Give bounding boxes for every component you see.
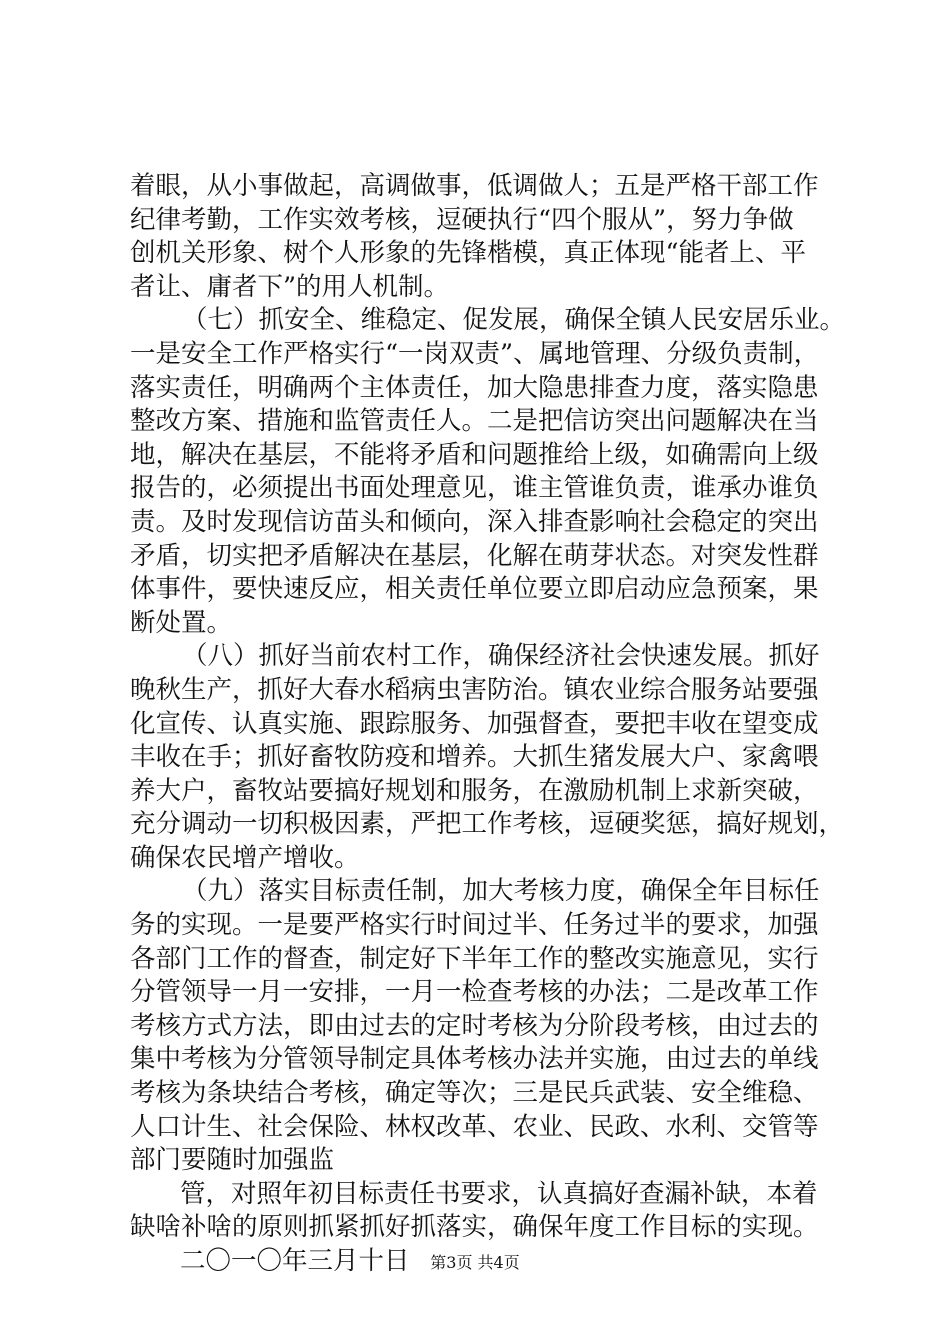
section-heading-9: （九）落实目标责任制，加大考核力度，确保全年目标任 (182, 876, 820, 907)
text-line: 者让、庸者下”的用人机制。 (130, 271, 450, 302)
text-line: 化宣传、认真实施、跟踪服务、加强督查，要把丰收在望变成 (130, 708, 819, 739)
text-line: 矛盾，切实把矛盾解决在基层，化解在萌芽状态。对突发性群 (130, 540, 819, 571)
text-line: 创机关形象、树个人形象的先锋楷模，真正体现“能者上、平 (130, 238, 807, 269)
text-line: 分管领导一月一安排，一月一检查考核的办法；二是改革工作 (130, 977, 819, 1008)
text-line: 体事件，要快速反应，相关责任单位要立即启动应急预案，果 (130, 574, 819, 605)
text-line: 各部门工作的督查，制定好下半年工作的整改实施意见，实行 (130, 943, 819, 974)
text-line: 纪律考勤，工作实效考核，逗硬执行“四个服从”，努力争做 (130, 204, 794, 235)
text-line: 报告的，必须提出书面处理意见，谁主管谁负责，谁承办谁负 (130, 473, 819, 504)
text-line: 晚秋生产，抓好大春水稻病虫害防治。镇农业综合服务站要强 (130, 674, 819, 705)
text-line: 管，对照年初目标责任书要求，认真搞好查漏补缺，本着 (180, 1178, 818, 1209)
text-line: 整改方案、措施和监管责任人。二是把信访突出问题解决在当 (130, 406, 819, 437)
text-line: 落实责任，明确两个主体责任，加大隐患排查力度，落实隐患 (130, 372, 819, 403)
text-line: 充分调动一切积极因素，严把工作考核，逗硬奖惩，搞好规划， (130, 809, 845, 840)
document-date: 二〇一〇年三月十日 (180, 1246, 410, 1276)
section-heading-7: （七）抓安全、维稳定、促发展，确保全镇人民安居乐业。 (182, 305, 846, 336)
text-line: 地，解决在基层，不能将矛盾和问题推给上级，如确需向上级 (130, 439, 819, 470)
text-line: 人口计生、社会保险、林权改革、农业、民政、水利、交管等 (130, 1111, 819, 1142)
text-line: 养大户，畜牧站要搞好规划和服务，在激励机制上求新突破， (130, 775, 819, 806)
page-footer (0, 1253, 950, 1273)
text-line: 务的实现。一是要严格实行时间过半、任务过半的要求，加强 (130, 910, 819, 941)
text-line: 丰收在手；抓好畜牧防疫和增养。大抓生猪发展大户、家禽喂 (130, 742, 819, 773)
text-line: 着眼，从小事做起，高调做事，低调做人；五是严格干部工作 (130, 171, 819, 201)
text-line: 考核方式方法，即由过去的定时考核为分阶段考核，由过去的 (130, 1010, 819, 1041)
document-body (130, 170, 846, 1279)
page-number: 第3页 共4页 (430, 1253, 520, 1272)
section-heading-8: （八）抓好当前农村工作，确保经济社会快速发展。抓好 (182, 641, 820, 672)
text-line: 部门要随时加强监 (130, 1145, 335, 1176)
text-line: 确保农民增产增收。 (130, 842, 360, 873)
text-line: 集中考核为分管领导制定具体考核办法并实施，由过去的单线 (130, 1044, 819, 1075)
text-line: 缺啥补啥的原则抓紧抓好抓落实，确保年度工作目标的实现。 (130, 1212, 819, 1243)
text-line: 一是安全工作严格实行“一岗双责”、属地管理、分级负责制， (130, 338, 820, 369)
text-line: 考核为条块结合考核，确定等次；三是民兵武装、安全维稳、 (130, 1078, 819, 1109)
text-line: 责。及时发现信访苗头和倾向，深入排查影响社会稳定的突出 (130, 506, 819, 537)
text-line: 断处置。 (130, 607, 233, 638)
